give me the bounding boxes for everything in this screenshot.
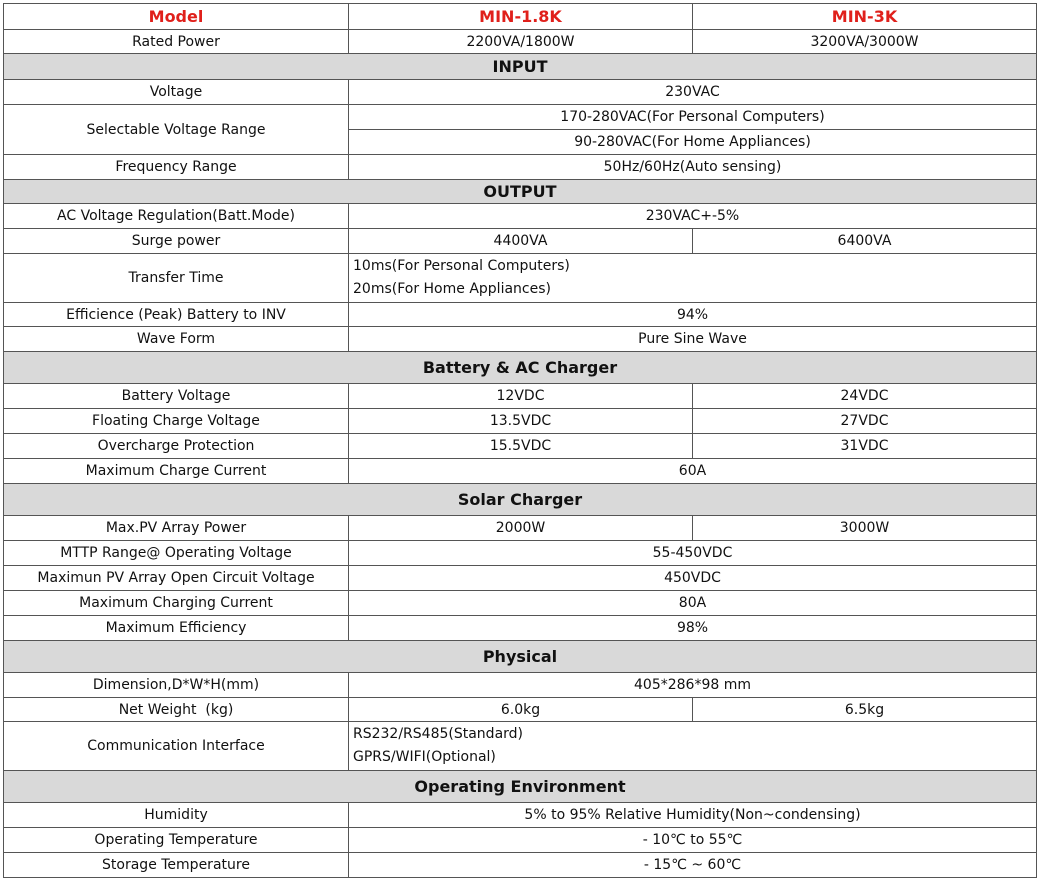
communication-standard: RS232/RS485(Standard) <box>353 726 524 742</box>
floating-charge-voltage-1-8k: 13.5VDC <box>349 409 693 434</box>
battery-voltage-1-8k: 12VDC <box>349 384 693 409</box>
ac-voltage-regulation-value: 230VAC+-5% <box>349 204 1037 229</box>
table-row <box>4 409 1037 434</box>
section-solar: Solar Charger <box>4 484 1037 516</box>
floating-charge-voltage-label: Floating Charge Voltage <box>4 409 349 434</box>
section-row <box>4 180 1037 204</box>
mttp-range-value: 55-450VDC <box>349 541 1037 566</box>
max-charging-current-value: 80A <box>349 591 1037 616</box>
voltage-value: 230VAC <box>349 80 1037 105</box>
model-min-1-8k: MIN-1.8K <box>349 4 693 30</box>
battery-voltage-label: Battery Voltage <box>4 384 349 409</box>
spec-table <box>3 3 1037 878</box>
communication-optional: GPRS/WIFI(Optional) <box>353 749 496 765</box>
max-pv-array-power-label: Max.PV Array Power <box>4 516 349 541</box>
table-row <box>4 327 1037 352</box>
dimension-label: Dimension,D*W*H(mm) <box>4 673 349 698</box>
section-physical: Physical <box>4 641 1037 673</box>
table-row <box>4 254 1037 303</box>
table-row <box>4 80 1037 105</box>
ac-voltage-regulation-label: AC Voltage Regulation(Batt.Mode) <box>4 204 349 229</box>
max-efficiency-value: 98% <box>349 616 1037 641</box>
rated-power-label: Rated Power <box>4 30 349 54</box>
table-row <box>4 105 1037 130</box>
transfer-time-label: Transfer Time <box>4 254 349 303</box>
table-row <box>4 591 1037 616</box>
table-row <box>4 384 1037 409</box>
table-row <box>4 698 1037 722</box>
selectable-voltage-range-home: 90-280VAC(For Home Appliances) <box>349 130 1037 155</box>
table-row <box>4 459 1037 484</box>
max-pv-open-circuit-value: 450VDC <box>349 566 1037 591</box>
table-row <box>4 616 1037 641</box>
selectable-voltage-range-label: Selectable Voltage Range <box>4 105 349 155</box>
overcharge-protection-1-8k: 15.5VDC <box>349 434 693 459</box>
frequency-range-value: 50Hz/60Hz(Auto sensing) <box>349 155 1037 180</box>
dimension-value: 405*286*98 mm <box>349 673 1037 698</box>
table-row <box>4 803 1037 828</box>
floating-charge-voltage-3k: 27VDC <box>693 409 1037 434</box>
wave-form-label: Wave Form <box>4 327 349 352</box>
humidity-label: Humidity <box>4 803 349 828</box>
efficiency-value: 94% <box>349 303 1037 327</box>
surge-power-3k: 6400VA <box>693 229 1037 254</box>
table-row <box>4 828 1037 853</box>
table-row <box>4 434 1037 459</box>
voltage-label: Voltage <box>4 80 349 105</box>
overcharge-protection-3k: 31VDC <box>693 434 1037 459</box>
max-efficiency-label: Maximum Efficiency <box>4 616 349 641</box>
section-input: INPUT <box>4 54 1037 80</box>
section-battery: Battery & AC Charger <box>4 352 1037 384</box>
table-row <box>4 541 1037 566</box>
wave-form-value: Pure Sine Wave <box>349 327 1037 352</box>
section-row <box>4 771 1037 803</box>
frequency-range-label: Frequency Range <box>4 155 349 180</box>
transfer-time-home: 20ms(For Home Appliances) <box>353 281 551 297</box>
table-row <box>4 853 1037 878</box>
section-row <box>4 54 1037 80</box>
net-weight-label: Net Weight (kg) <box>4 698 349 722</box>
surge-power-label: Surge power <box>4 229 349 254</box>
table-row <box>4 229 1037 254</box>
storage-temperature-value: - 15℃ ~ 60℃ <box>349 853 1037 878</box>
model-min-3k: MIN-3K <box>693 4 1037 30</box>
table-row <box>4 516 1037 541</box>
table-row <box>4 673 1037 698</box>
max-pv-open-circuit-label: Maximun PV Array Open Circuit Voltage <box>4 566 349 591</box>
storage-temperature-label: Storage Temperature <box>4 853 349 878</box>
table-row <box>4 722 1037 771</box>
table-row <box>4 303 1037 327</box>
rated-power-3k: 3200VA/3000W <box>693 30 1037 54</box>
efficiency-label: Efficience (Peak) Battery to INV <box>4 303 349 327</box>
operating-temperature-value: - 10℃ to 55℃ <box>349 828 1037 853</box>
section-output: OUTPUT <box>4 180 1037 204</box>
net-weight-3k: 6.5kg <box>693 698 1037 722</box>
selectable-voltage-range-pc: 170-280VAC(For Personal Computers) <box>349 105 1037 130</box>
model-label: Model <box>4 4 349 30</box>
section-environment: Operating Environment <box>4 771 1037 803</box>
max-charging-current-label: Maximum Charging Current <box>4 591 349 616</box>
table-row <box>4 204 1037 229</box>
overcharge-protection-label: Overcharge Protection <box>4 434 349 459</box>
max-pv-array-power-1-8k: 2000W <box>349 516 693 541</box>
section-row <box>4 352 1037 384</box>
table-row <box>4 566 1037 591</box>
table-row <box>4 30 1037 54</box>
communication-interface-value <box>349 722 1037 771</box>
communication-interface-label: Communication Interface <box>4 722 349 771</box>
max-charge-current-value: 60A <box>349 459 1037 484</box>
operating-temperature-label: Operating Temperature <box>4 828 349 853</box>
section-row <box>4 641 1037 673</box>
max-charge-current-label: Maximum Charge Current <box>4 459 349 484</box>
transfer-time-value <box>349 254 1037 303</box>
rated-power-1-8k: 2200VA/1800W <box>349 30 693 54</box>
mttp-range-label: MTTP Range@ Operating Voltage <box>4 541 349 566</box>
surge-power-1-8k: 4400VA <box>349 229 693 254</box>
humidity-value: 5% to 95% Relative Humidity(Non~condensing) <box>349 803 1037 828</box>
net-weight-1-8k: 6.0kg <box>349 698 693 722</box>
battery-voltage-3k: 24VDC <box>693 384 1037 409</box>
table-header-row <box>4 4 1037 30</box>
max-pv-array-power-3k: 3000W <box>693 516 1037 541</box>
transfer-time-pc: 10ms(For Personal Computers) <box>353 258 570 274</box>
section-row <box>4 484 1037 516</box>
table-row <box>4 155 1037 180</box>
